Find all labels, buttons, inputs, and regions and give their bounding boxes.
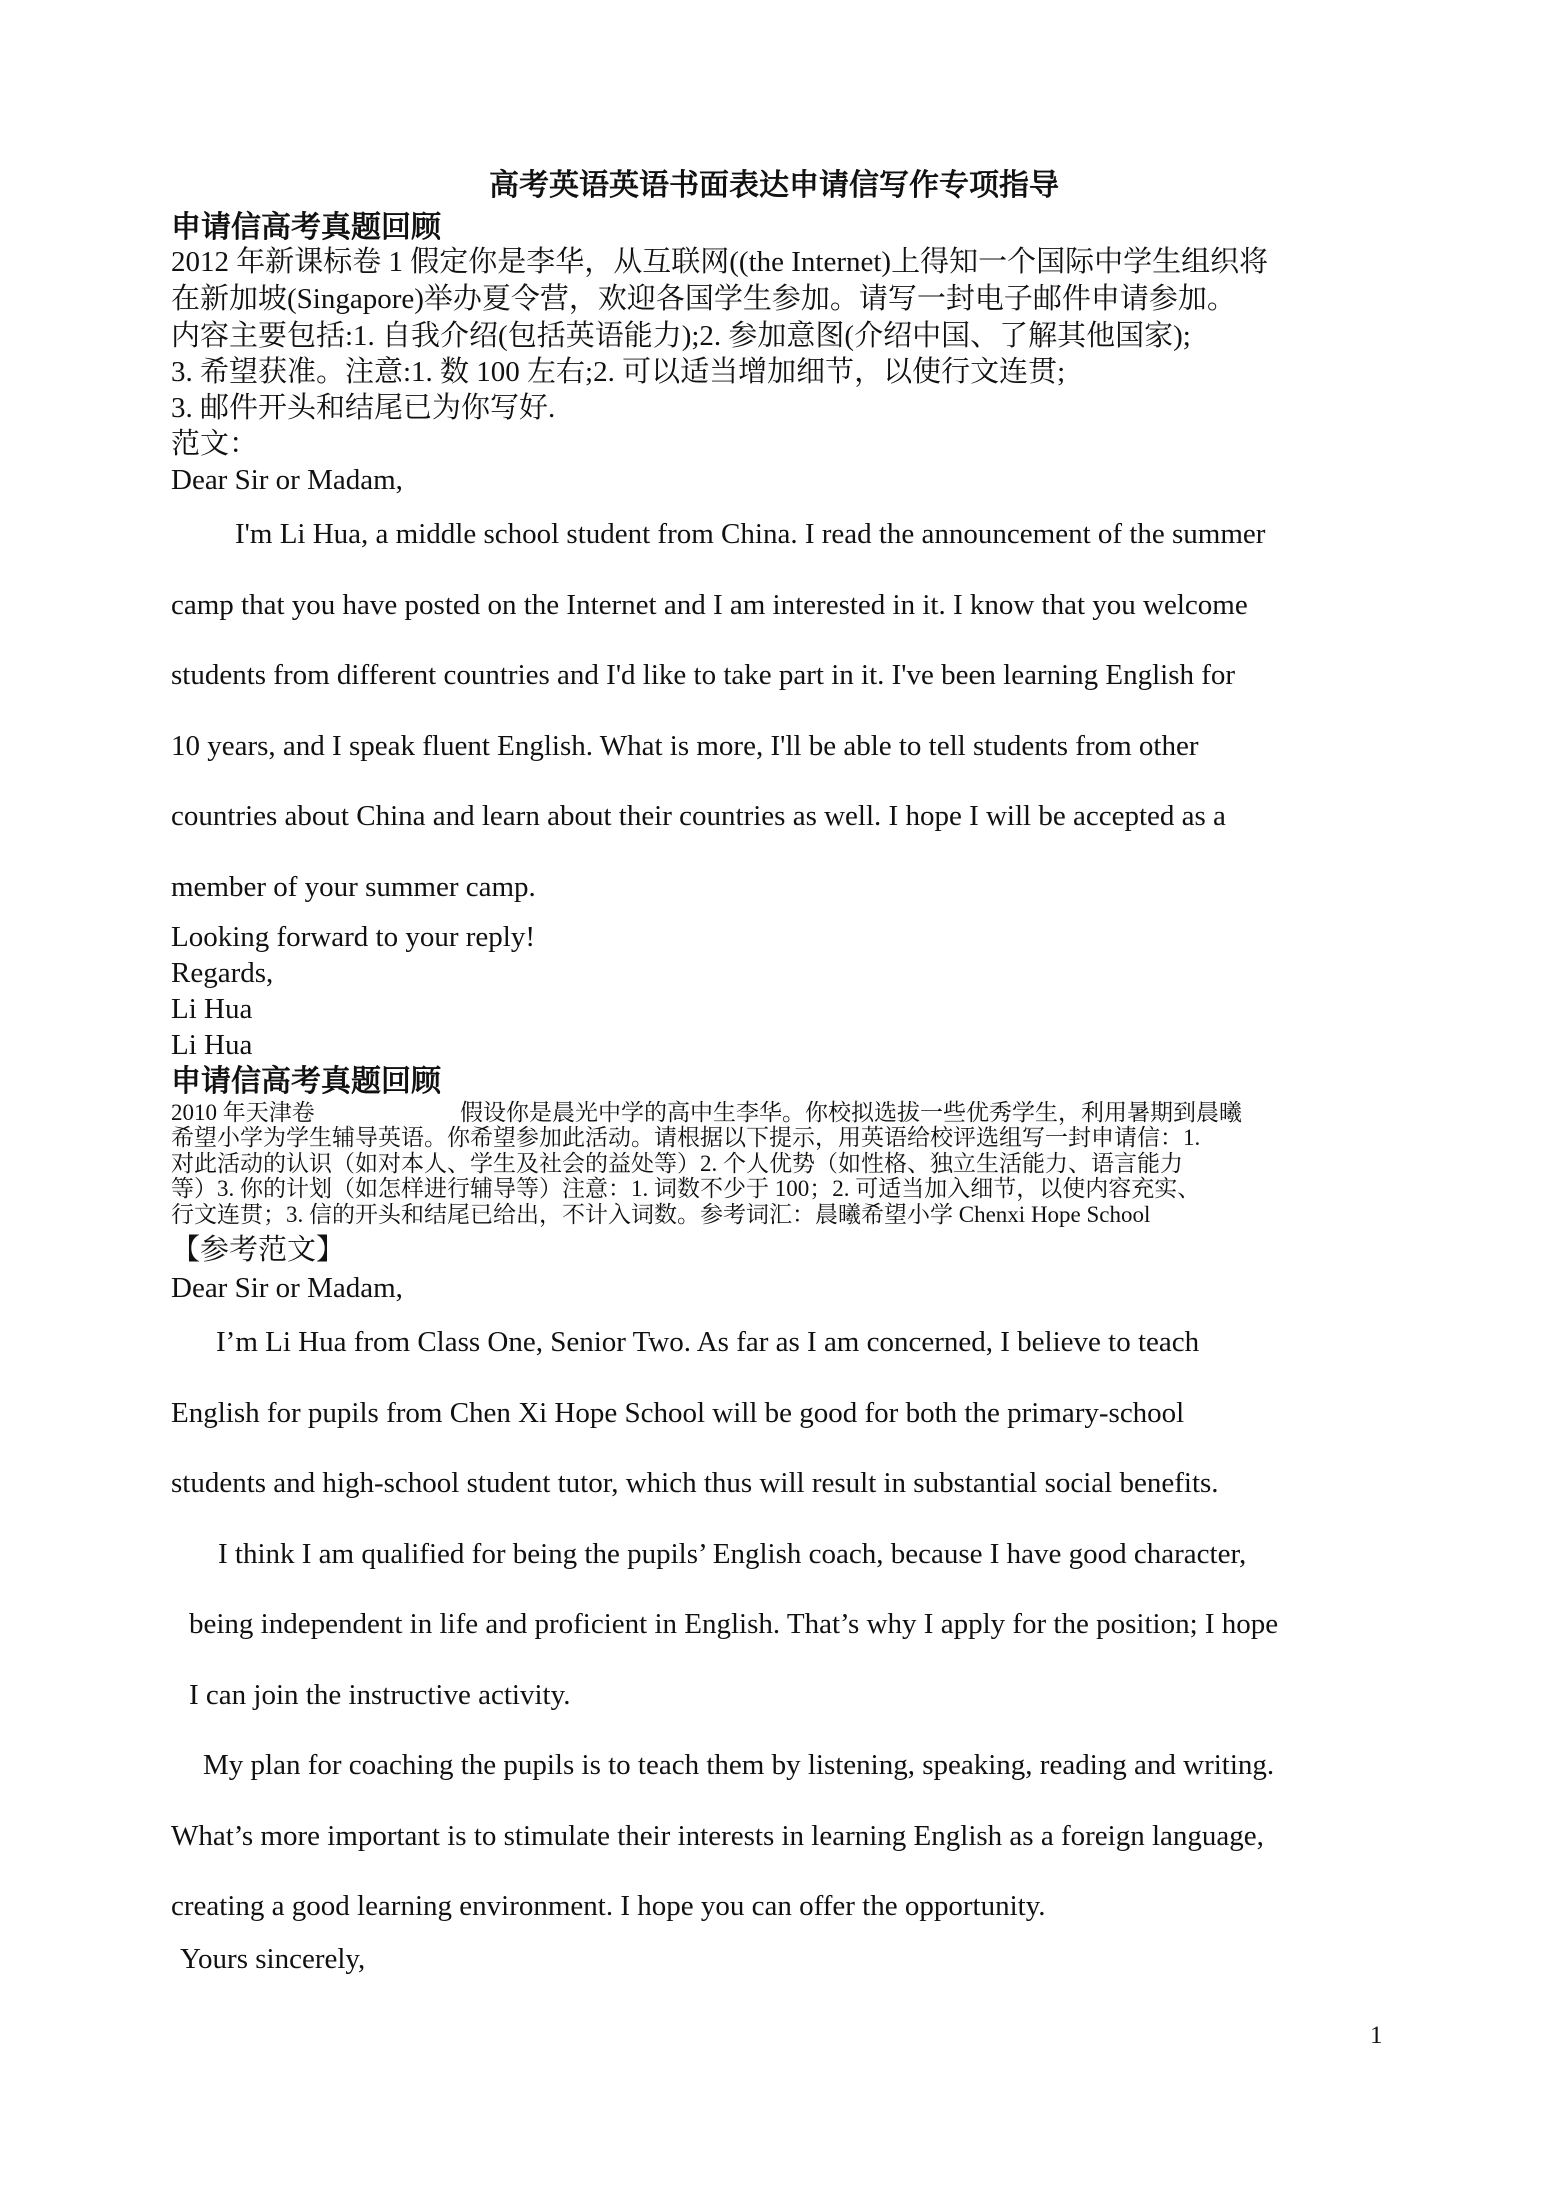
section-2-body-line-9: creating a good learning environment. I hope you can offer the opportunity. (171, 1890, 1046, 1922)
section-2-body-line-2: English for pupils from Chen Xi Hope School will be good for both the primary-school (171, 1397, 1185, 1429)
section-2-body-line-8: What’s more important is to stimulate their interests in learning English as a foreign language, (171, 1820, 1264, 1852)
section-1-body-line-2: camp that you have posted on the Internet and I am interested in it. I know that you welcome (171, 589, 1248, 621)
section-1-signature-1: Li Hua (171, 993, 253, 1025)
section-1-closing-line-2: Regards, (171, 957, 274, 989)
section-2-sample-label: 【参考范文】 (171, 1234, 346, 1266)
section-2-body-line-5: being independent in life and proficient in English. That’s why I apply for the position; I hope (189, 1608, 1279, 1640)
section-2-body-line-6: I can join the instructive activity. (189, 1679, 571, 1711)
section-2-body-line-3: students and high-school student tutor, which thus will result in substantial social benefits. (171, 1467, 1219, 1499)
page-number: 1 (1370, 2022, 1383, 2049)
section-1-sample-label: 范文： (171, 428, 259, 460)
section-2-body-line-7: My plan for coaching the pupils is to teach them by listening, speaking, reading and writing. (203, 1749, 1275, 1781)
section-1-body-line-6: member of your summer camp. (171, 871, 536, 903)
section-2-prompt-line-3: 对此活动的认识（如对本人、学生及社会的益处等）2. 个人优势（如性格、独立生活能力、语言能力 (171, 1151, 1183, 1176)
section-2-salutation: Dear Sir or Madam, (171, 1272, 403, 1304)
section-1-closing-line-1: Looking forward to your reply! (171, 921, 536, 953)
section-2-body-line-1: I’m Li Hua from Class One, Senior Two. As far as I am concerned, I believe to teach (216, 1326, 1200, 1358)
section-1-prompt-line-5: 3. 邮件开头和结尾已为你写好. (171, 392, 556, 424)
section-2-heading: 申请信高考真题回顾 (171, 1064, 441, 1099)
section-2-prompt-line-1: 假设你是晨光中学的高中生李华。你校拟选拔一些优秀学生，利用暑期到晨曦 (460, 1100, 1242, 1125)
section-1-salutation: Dear Sir or Madam, (171, 464, 403, 496)
section-1-prompt-line-2: 在新加坡(Singapore)举办夏令营，欢迎各国学生参加。请写一封电子邮件申请参加。 (171, 283, 1236, 315)
section-1-signature-2: Li Hua (171, 1029, 253, 1061)
section-1-prompt-line-3: 内容主要包括:1. 自我介绍(包括英语能力);2. 参加意图(介绍中国、了解其他国家); (171, 320, 1191, 352)
section-1-body-line-5: countries about China and learn about their countries as well. I hope I will be accepted as a (171, 800, 1226, 832)
section-1-heading: 申请信高考真题回顾 (171, 210, 441, 245)
section-1-prompt-line-1: 2012 年新课标卷 1 假定你是李华，从互联网((the Internet)上得知一个国际中学生组织将 (171, 246, 1269, 278)
section-1-body-line-4: 10 years, and I speak fluent English. What is more, I'll be able to tell students from other (171, 730, 1199, 762)
section-1-body-line-3: students from different countries and I'd like to take part in it. I've been learning English for (171, 659, 1236, 691)
section-1-prompt-line-4: 3. 希望获准。注意:1. 数 100 左右;2. 可以适当增加细节，以使行文连贯; (171, 356, 1066, 388)
section-2-closing: Yours sincerely, (180, 1943, 366, 1975)
section-2-prompt-line-4: 等）3. 你的计划（如怎样进行辅导等）注意：1. 词数不少于 100；2. 可适当加入细节，以使内容充实、 (171, 1176, 1201, 1201)
section-2-prompt-line-5: 行文连贯；3. 信的开头和结尾已给出，不计入词数。参考词汇：晨曦希望小学 Chenxi Hope School (171, 1202, 1151, 1227)
section-2-body-line-4: I think I am qualified for being the pupils’ English coach, because I have good character, (218, 1538, 1247, 1570)
document-title: 高考英语英语书面表达申请信写作专项指导 (489, 168, 1059, 203)
section-2-prompt-source: 2010 年天津卷 (171, 1100, 315, 1125)
section-1-body-line-1: I'm Li Hua, a middle school student from China. I read the announcement of the summer (235, 518, 1266, 550)
section-2-prompt-line-2: 希望小学为学生辅导英语。你希望参加此活动。请根据以下提示，用英语给校评选组写一封申请信：1. (171, 1125, 1201, 1150)
